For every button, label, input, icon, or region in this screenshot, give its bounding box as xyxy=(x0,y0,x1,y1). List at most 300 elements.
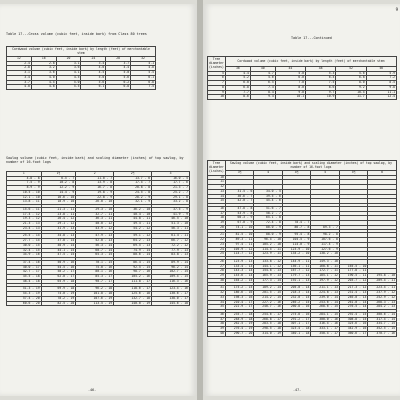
left-sawlog-cell: 18.9 - 10 xyxy=(41,200,76,205)
right-sawlog-cell: 39 xyxy=(208,327,226,332)
left-sawlog-cell: 25.2 - 7 xyxy=(152,190,190,195)
left-sawlog-cell: 28.2 - 9 xyxy=(114,195,152,200)
left-sawlog-cell: 56.3 - 11 xyxy=(152,226,190,231)
right-sawlog-cell: 96.4 - 10 xyxy=(254,238,283,243)
right-cordwood-col-header: 44 xyxy=(275,67,305,72)
right-sawlog-cell: 12 xyxy=(208,185,226,190)
right-cordwood-cell: 5.9 xyxy=(366,71,396,76)
left-sawlog-cell: 140.0 - 19 xyxy=(114,301,152,306)
left-cordwood-cell: 3.7 xyxy=(106,61,131,66)
right-sawlog-cell: 201.5 - 15 xyxy=(254,291,283,296)
left-cordwood-col-header: 16 xyxy=(31,57,56,62)
right-sawlog-cell: 51.6 - 7 xyxy=(254,206,283,211)
right-sawlog-cell: 224.8 - 13 xyxy=(311,291,340,296)
left-cordwood-cell: 5.5 xyxy=(56,85,81,90)
left-sawlog-cell: 74.9 - 14 xyxy=(114,248,152,253)
right-sawlog-cell: 316.4 - 16 xyxy=(311,322,340,327)
left-sawlog-cell: 17.7 - 6 xyxy=(152,181,190,186)
left-cordwood-cell: 4.8 xyxy=(31,85,56,90)
right-sawlog-cell: 185.1 - 12 xyxy=(311,274,340,279)
left-sawlog-cell: 75.0 - 16 xyxy=(76,265,114,270)
right-sawlog-cell: 284.2 - 13 xyxy=(368,305,397,310)
left-sawlog-cell: 123.4 - 16 xyxy=(152,287,190,292)
left-cordwood-cell: 4.8 xyxy=(131,66,156,71)
right-sawlog-cell: 143.3 - 14 xyxy=(225,269,254,274)
left-page xyxy=(0,4,197,396)
left-sawlog-cell: 74.0 - 19 xyxy=(41,292,76,297)
right-sawlog-cell: 114.7 - 12 xyxy=(225,252,254,257)
left-cordwood-cell: 4.0 xyxy=(31,75,56,80)
right-sawlog-cell: 197.9 - 12 xyxy=(311,278,340,283)
left-sawlog-cell: 78.2 - 19 xyxy=(41,296,76,301)
right-sawlog-cell: 186.6 - 16 xyxy=(225,291,254,296)
left-sawlog-cell: 41.9 - 9 xyxy=(152,212,190,217)
left-sawlog-cell: 50.9 - 16 xyxy=(41,260,76,265)
right-sawlog-row xyxy=(208,331,397,336)
left-cordwood-group-header: Cordwood volume (cubic feet, inside bark) by length (feet) of merchantable stem xyxy=(7,47,156,57)
left-cordwood-cell: 7.5 xyxy=(131,85,156,90)
right-sawlog-cell: 36.6 - 7 xyxy=(225,194,254,199)
right-sawlog-cell: 80.0 - 9 xyxy=(254,225,283,230)
left-sawlog-cell: 22.8 - 9 xyxy=(76,195,114,200)
left-sawlog-cell: 118.6 - 17 xyxy=(114,287,152,292)
right-cordwood-cell: 6.0 xyxy=(275,76,305,81)
left-sawlog-cell: 82.5 - 20 xyxy=(41,301,76,306)
right-sawlog-cell: 350.4 - 17 xyxy=(311,331,340,336)
left-sawlog-cell: 42.7 - 17 xyxy=(7,270,42,275)
right-sawlog-cell: 218.3 - 14 xyxy=(282,291,311,296)
left-cordwood-cell: 3.7 xyxy=(7,80,32,85)
left-cordwood-cell: 3.2 xyxy=(31,66,56,71)
left-sawlog-cell: 12.2 - 9 xyxy=(41,186,76,191)
right-sawlog-cell: 72.4 - 8 xyxy=(254,221,283,226)
right-sawlog-cell: 39.5 - 6 xyxy=(254,194,283,199)
left-cordwood-col-header: 12 xyxy=(7,57,32,62)
right-sawlog-cell: 133.4 - 13 xyxy=(225,264,254,269)
right-sawlog-cell: 246.2 - 15 xyxy=(282,300,311,305)
left-cordwood-cell: 4.1 xyxy=(131,61,156,66)
right-sawlog-cell: 17 xyxy=(208,211,226,216)
left-cordwood-cell: 6.1 xyxy=(81,85,106,90)
right-cordwood-row xyxy=(208,95,397,100)
left-sawlog-cell: 111.8 - 17 xyxy=(114,279,152,284)
left-sawlog-cell: 44.1 - 15 xyxy=(41,248,76,253)
left-cordwood-col-header: 32 xyxy=(131,57,156,62)
left-sawlog-cell: 116.3 - 16 xyxy=(152,279,190,284)
right-cordwood-cell: 5 xyxy=(208,71,226,76)
right-cordwood-cell: 12.4 xyxy=(366,95,396,100)
right-sawlog-cell: 16 xyxy=(208,206,226,211)
left-sawlog-cell: 54.3 - 19 xyxy=(7,292,42,297)
right-sawlog-cell: 352.5 - 15 xyxy=(368,327,397,332)
right-sawlog-cell: 34 xyxy=(208,300,226,305)
right-sawlog-cell: 53.9 - 8 xyxy=(225,211,254,216)
right-cordwood-cell: 9 xyxy=(208,90,226,95)
right-sawlog-cell: 189.2 - 14 xyxy=(254,286,283,291)
right-sawlog-cell: 40 xyxy=(208,331,226,336)
left-sawlog-cell: 85.3 - 17 xyxy=(76,275,114,280)
right-cordwood-col-header: 40 xyxy=(250,67,275,72)
left-sawlog-cell: 17.4 - 12 xyxy=(7,212,42,217)
right-cordwood-cell: 5.6 xyxy=(336,71,366,76)
right-sawlog-cell: 195.8 - 10 xyxy=(368,274,397,279)
left-cordwood-cell: 5.6 xyxy=(81,80,106,85)
right-sawlog-cell: 165.5 - 10 xyxy=(339,264,368,269)
right-sawlog-cell: 20 xyxy=(208,225,226,230)
left-sawlog-cell: 45.5 - 18 xyxy=(7,275,42,280)
left-sawlog-col-header: 1½ xyxy=(41,172,76,177)
left-sawlog-cell: 10.2 - 8 xyxy=(41,181,76,186)
right-sawlog-cell: 24 xyxy=(208,247,226,252)
left-cordwood-cell: 5.6 xyxy=(106,75,131,80)
right-sawlog-cell: 27 xyxy=(208,264,226,269)
right-cordwood-cell: 11.1 xyxy=(366,90,396,95)
left-sawlog-cell: 30.0 - 15 xyxy=(7,243,42,248)
right-sawlog-group-header: Sawlog volume (cubic feet, inside bark) and scaling diameter (inches) of top sawlog, by number of 16-foot logs xyxy=(225,161,396,171)
right-sawlog-cell: 154.8 - 13 xyxy=(254,269,283,274)
left-sawlog-cell: 96.2 - 18 xyxy=(76,287,114,292)
right-cordwood-cell: 8 xyxy=(208,85,226,90)
right-sawlog-cell: 65.1 - 8 xyxy=(254,216,283,221)
right-sawlog-cell: 18 xyxy=(208,216,226,221)
right-cordwood-cell: 7.7 xyxy=(225,90,250,95)
left-cordwood-cell: 4.4 xyxy=(106,66,131,71)
right-sawlog-cell: 340.1 - 18 xyxy=(282,331,311,336)
right-sawlog-cell: 253.6 - 14 xyxy=(311,300,340,305)
left-sawlog-cell: 107.6 - 19 xyxy=(76,296,114,301)
right-sawlog-cell: 325.6 - 16 xyxy=(339,322,368,327)
left-sawlog-cell: 37.8 - 14 xyxy=(41,239,76,244)
right-sawlog-cell: 23 xyxy=(208,242,226,247)
left-sawlog-cell: 14.4 - 9 xyxy=(41,190,76,195)
right-sawlog-cell: 35 xyxy=(208,305,226,310)
left-sawlog-cell: 109.4 - 15 xyxy=(152,275,190,280)
left-sawlog-cell: 132.7 - 18 xyxy=(114,296,152,301)
left-sawlog-cell: 40.0 - 12 xyxy=(76,222,114,227)
left-sawlog-cell: 62.0 - 17 xyxy=(41,275,76,280)
left-sawlog-cell: 80.1 - 16 xyxy=(76,270,114,275)
left-sawlog-cell: 102.7 - 15 xyxy=(152,270,190,275)
right-sawlog-cell: 37 xyxy=(208,317,226,322)
left-cordwood-cell: 4.5 xyxy=(56,75,81,80)
left-sawlog-cell: 27.7 - 14 xyxy=(7,239,42,244)
right-cordwood-cell: 5.2 xyxy=(225,76,250,81)
right-sawlog-cell: 260.8 - 16 xyxy=(282,305,311,310)
right-sawlog-cell: 268.3 - 13 xyxy=(368,300,397,305)
right-sawlog-cell: 123.9 - 11 xyxy=(254,252,283,257)
left-sawlog-cell: 105.2 - 16 xyxy=(114,275,152,280)
left-cordwood-cell: 6.8 xyxy=(131,80,156,85)
left-sawlog-cell: 10.5 - 10 xyxy=(7,190,42,195)
left-cordwood-cell: 4.4 xyxy=(31,80,56,85)
right-sawlog-cell: 42.0 - 7 xyxy=(225,199,254,204)
right-sawlog-cell: 47.8 - 8 xyxy=(225,206,254,211)
right-sawlog-cell: 262.5 - 19 xyxy=(225,322,254,327)
left-cordwood-cell: 4.0 xyxy=(7,85,32,90)
right-sawlog-cell: 276.4 - 19 xyxy=(225,327,254,332)
right-sawlog-cell: 123.9 - 13 xyxy=(225,259,254,264)
right-sawlog-cell: 10 xyxy=(208,175,226,180)
right-cordwood-table xyxy=(207,56,397,100)
right-sawlog-cell: 291.2 - 17 xyxy=(282,317,311,322)
left-cordwood-cell: 4.5 xyxy=(81,71,106,76)
left-sawlog-cell: 19.8 - 9 xyxy=(76,190,114,195)
left-cordwood-col-header: 28 xyxy=(106,57,131,62)
left-cordwood-col-header: 20 xyxy=(56,57,81,62)
right-sawlog-cell: 246.0 - 13 xyxy=(339,295,368,300)
right-sawlog-cell: 308.8 - 15 xyxy=(339,317,368,322)
right-sawlog-cell: 29 xyxy=(208,274,226,279)
left-sawlog-cell: 54.2 - 12 xyxy=(114,226,152,231)
right-sawlog-cell: 114.4 - 11 xyxy=(254,247,283,252)
right-cordwood-cell: 6.8 xyxy=(225,85,250,90)
right-sawlog-cell: 307.1 - 17 xyxy=(282,322,311,327)
right-sawlog-cell: 300.0 - 16 xyxy=(311,317,340,322)
right-sawlog-cell: 123.9 - 10 xyxy=(282,247,311,252)
left-sawlog-cell: 20.8 - 8 xyxy=(114,186,152,191)
right-cordwood-cell: 9.2 xyxy=(336,85,366,90)
right-sawlog-cell: 81.5 - 10 xyxy=(225,233,254,238)
left-sawlog-cell: 29.1 - 12 xyxy=(41,222,76,227)
left-sawlog-cell: 125.6 - 18 xyxy=(114,292,152,297)
right-cordwood-cell: 8.6 xyxy=(225,95,250,100)
right-sawlog-cell: 88.0 - 9 xyxy=(254,233,283,238)
right-sawlog-cell: 138.2 - 10 xyxy=(311,252,340,257)
right-sawlog-cell: 172.7 - 11 xyxy=(311,269,340,274)
right-sawlog-cell: 292.4 - 15 xyxy=(339,312,368,317)
left-sawlog-row xyxy=(7,301,190,306)
left-cordwood-cell: 3.6 xyxy=(56,66,81,71)
left-sawlog-cell: 80.6 - 14 xyxy=(114,253,152,258)
right-bottom-stub-header: Tree diameter (inches) xyxy=(208,161,226,176)
left-sawlog-cell: 34.8 - 13 xyxy=(41,234,76,239)
right-sawlog-cell: 275.8 - 16 xyxy=(282,312,311,317)
left-sawlog-cell: 23.4 - 13 xyxy=(7,226,42,231)
right-sawlog-cell: 317.4 - 14 xyxy=(368,317,397,322)
left-sawlog-cell: 113.5 - 19 xyxy=(76,301,114,306)
left-sawlog-cell: 15.6 - 11 xyxy=(7,207,42,212)
left-sawlog-cell: 13.7 - 6 xyxy=(114,176,152,181)
right-sawlog-cell: 239.0 - 14 xyxy=(311,295,340,300)
right-sawlog-cell: 177.3 - 14 xyxy=(254,278,283,283)
right-sawlog-cell: 165.9 - 13 xyxy=(254,274,283,279)
left-sawlog-cell: 51.3 - 10 xyxy=(152,222,190,227)
right-sawlog-cell: 36 xyxy=(208,312,226,317)
right-cordwood-cell: 6.5 xyxy=(250,81,275,86)
left-sawlog-caption: Sawlog volume (cubic feet, inside bark) and scaling diameter (inches) of top sawlog, by number of 16-foot logs xyxy=(6,156,184,165)
right-sawlog-cell: 203.7 - 12 xyxy=(339,278,368,283)
right-sawlog-cell: 360.6 - 17 xyxy=(339,331,368,336)
left-sawlog-cell: 60.6 - 20 xyxy=(7,301,42,306)
left-sawlog-cell: 16.7 - 8 xyxy=(76,186,114,191)
right-sawlog-cell: 34.0 - 5 xyxy=(254,189,283,194)
left-sawlog-cell: 37.4 - 16 xyxy=(7,260,42,265)
right-cordwood-cell: 10.9 xyxy=(306,95,336,100)
left-sawlog-cell: 4.8 - 8 xyxy=(7,176,42,181)
left-sawlog-cell: 145.6 - 18 xyxy=(152,301,190,306)
left-sawlog-cell: 51.3 - 19 xyxy=(7,287,42,292)
left-sawlog-cell: 31.9 - 13 xyxy=(41,226,76,231)
left-sawlog-cell: 64.2 - 13 xyxy=(114,239,152,244)
left-sawlog-cell: 65.3 - 15 xyxy=(76,253,114,258)
left-cordwood-cell: 5.5 xyxy=(131,71,156,76)
left-sawlog-cell: 6.5 - 7 xyxy=(41,176,76,181)
right-sawlog-col-header: 5 xyxy=(311,171,340,176)
right-cordwood-cell: 8.4 xyxy=(250,90,275,95)
right-sawlog-cell: 190.5 - 11 xyxy=(339,274,368,279)
right-sawlog-cell: 33 xyxy=(208,295,226,300)
left-sawlog-cell: 36.3 - 11 xyxy=(76,217,114,222)
left-sawlog-cell: 44.8 - 11 xyxy=(114,217,152,222)
right-sawlog-cell: 298.5 - 18 xyxy=(254,327,283,332)
left-table-caption: Table 17.--Gross volume (cubic feet, inside bark) from Class 80 trees xyxy=(6,32,147,36)
right-sawlog-cell: 114.0 - 9 xyxy=(282,242,311,247)
left-cordwood-cell: 6.8 xyxy=(106,85,131,90)
right-sawlog-cell: 78.4 - 7 xyxy=(282,221,311,226)
right-sawlog-cell: 217.3 - 12 xyxy=(339,286,368,291)
right-sawlog-cell: 209.4 - 11 xyxy=(368,278,397,283)
right-sawlog-cell: 240.7 - 16 xyxy=(254,305,283,310)
left-sawlog-cell: 48.4 - 18 xyxy=(7,279,42,284)
right-sawlog-cell: 214.2 - 15 xyxy=(254,295,283,300)
right-cordwood-cell: 7.4 xyxy=(250,85,275,90)
left-sawlog-cell: 101.8 - 18 xyxy=(76,292,114,297)
right-sawlog-cell: 261.0 - 14 xyxy=(339,300,368,305)
left-sawlog-cell: 11.0 - 7 xyxy=(76,176,114,181)
left-cordwood-cell: 3.1 xyxy=(56,61,81,66)
right-sawlog-cell: 60.3 - 9 xyxy=(225,216,254,221)
left-cordwood-cell: 4.1 xyxy=(56,71,81,76)
left-sawlog-cell: 40.0 - 17 xyxy=(7,265,42,270)
right-sawlog-cell: 222.9 - 17 xyxy=(225,305,254,310)
right-sawlog-cell: 314.0 - 19 xyxy=(254,331,283,336)
right-sawlog-cell: 276.5 - 14 xyxy=(339,305,368,310)
right-cordwood-cell: 11.7 xyxy=(336,95,366,100)
right-cordwood-cell: 6.0 xyxy=(225,81,250,86)
left-sawlog-cell: 34.9 - 16 xyxy=(7,253,42,258)
right-sawlog-cell: 15 xyxy=(208,199,226,204)
right-cordwood-col-header: 36 xyxy=(225,67,250,72)
right-table-caption: Table 17.--Continued xyxy=(291,36,332,40)
right-sawlog-cell: 254.6 - 17 xyxy=(254,312,283,317)
right-sawlog-cell: 283.5 - 18 xyxy=(254,322,283,327)
left-sawlog-cell: 43.9 - 12 xyxy=(76,226,114,231)
right-sawlog-cell: 25 xyxy=(208,252,226,257)
right-sawlog-cell: 342.9 - 16 xyxy=(339,327,368,332)
right-sawlog-cell: 32 xyxy=(208,291,226,296)
right-sawlog-cell: 67.0 - 9 xyxy=(225,221,254,226)
right-sawlog-cell: 323.4 - 18 xyxy=(282,327,311,332)
right-cordwood-cell: 10 xyxy=(208,95,226,100)
left-sawlog-col-header: 2 xyxy=(76,172,114,177)
right-sawlog-cell: 334.7 - 15 xyxy=(368,322,397,327)
left-sawlog-cell: 40.9 - 14 xyxy=(41,243,76,248)
left-sawlog-cell: 12.1 - 10 xyxy=(7,195,42,200)
right-sawlog-cell: 13 xyxy=(208,189,226,194)
left-sawlog-cell: 60.7 - 14 xyxy=(76,248,114,253)
right-cordwood-cell: 8.5 xyxy=(366,81,396,86)
right-sawlog-cell: 11 xyxy=(208,180,226,185)
left-cordwood-cell: 5.0 xyxy=(81,75,106,80)
right-cordwood-col-header: 48 xyxy=(306,67,336,72)
right-cordwood-group-header: Cordwood volume (cubic feet, inside bark) by length (feet) of merchantable stem xyxy=(225,57,396,67)
right-sawlog-cell: 133.8 - 12 xyxy=(254,259,283,264)
left-sawlog-cell: 33.2 - 8 xyxy=(152,200,190,205)
left-sawlog-cell: 13.8 - 11 xyxy=(7,200,42,205)
left-sawlog-col-header: 3 xyxy=(152,172,190,177)
left-sawlog-cell: 77.9 - 13 xyxy=(152,248,190,253)
left-sawlog-cell: 86.4 - 15 xyxy=(114,260,152,265)
left-sawlog-cell: 32.4 - 15 xyxy=(7,248,42,253)
left-sawlog-cell: 83.8 - 13 xyxy=(152,253,190,258)
right-sawlog-cell: 160.8 - 11 xyxy=(311,264,340,269)
left-sawlog-cell: 65.9 - 18 xyxy=(41,279,76,284)
right-sawlog-cell: 117.4 - 9 xyxy=(311,242,340,247)
right-sawlog-col-header: 6 xyxy=(368,171,397,176)
right-cordwood-cell: 9.4 xyxy=(250,95,275,100)
right-sawlog-cell: 149.3 - 10 xyxy=(311,259,340,264)
right-sawlog-cell: 179.7 - 13 xyxy=(282,274,311,279)
right-cordwood-cell: 6 xyxy=(208,76,226,81)
left-sawlog-cell: 19.3 - 12 xyxy=(7,217,42,222)
left-sawlog-cell: 13.9 - 8 xyxy=(76,181,114,186)
right-sawlog-cell: 252.9 - 12 xyxy=(368,295,397,300)
left-sawlog-table xyxy=(6,171,190,306)
left-sawlog-cell: 26.4 - 12 xyxy=(41,217,76,222)
left-sawlog-cell: 24.5 - 8 xyxy=(114,190,152,195)
right-sawlog-cell: 237.9 - 12 xyxy=(368,291,397,296)
right-sawlog-col-header: 4 xyxy=(254,171,283,176)
left-sawlog-cell: 130.6 - 17 xyxy=(152,292,190,297)
right-sawlog-table xyxy=(207,160,397,337)
left-cordwood-cell: 3.4 xyxy=(7,75,32,80)
left-sawlog-cell: 58.2 - 17 xyxy=(41,270,76,275)
right-sawlog-cell: 21 xyxy=(208,233,226,238)
left-sawlog-cell: 25.5 - 14 xyxy=(7,234,42,239)
left-cordwood-cell: 2.8 xyxy=(7,66,32,71)
right-cordwood-cell: 9.8 xyxy=(366,85,396,90)
left-sawlog-cell: 29.1 - 8 xyxy=(152,195,190,200)
right-cordwood-cell: 7.5 xyxy=(306,81,336,86)
right-sawlog-cell: 333.1 - 17 xyxy=(311,327,340,332)
left-sawlog-cell: 61.4 - 11 xyxy=(152,234,190,239)
right-page xyxy=(203,4,400,396)
left-sawlog-cell: 138.0 - 17 xyxy=(152,296,190,301)
right-sawlog-cell: 30 xyxy=(208,278,226,283)
left-sawlog-cell: 59.1 - 12 xyxy=(114,234,152,239)
left-sawlog-col-header: 2½ xyxy=(114,172,152,177)
right-sawlog-cell: 284.1 - 15 xyxy=(311,312,340,317)
right-sawlog-cell: 58.2 - 7 xyxy=(254,211,283,216)
left-sawlog-cell: 70.1 - 15 xyxy=(76,260,114,265)
right-sawlog-cell: 192.1 - 13 xyxy=(282,278,311,283)
right-cordwood-cell: 9.0 xyxy=(275,90,305,95)
right-sawlog-cell: 45.4 - 6 xyxy=(254,199,283,204)
right-cordwood-col-header: 56 xyxy=(366,67,396,72)
right-sawlog-cell: 210.4 - 17 xyxy=(225,300,254,305)
right-sawlog-cell: 231.4 - 13 xyxy=(339,291,368,296)
left-sawlog-cell: 36.2 - 10 xyxy=(114,207,152,212)
right-sawlog-cell: 31.5 - 6 xyxy=(225,189,254,194)
right-sawlog-cell: 144.1 - 12 xyxy=(254,264,283,269)
left-sawlog-cell: 16.0 - 5 xyxy=(152,176,190,181)
left-cordwood-row xyxy=(7,85,156,90)
left-page-number: -46- xyxy=(88,388,97,392)
right-sawlog-cell: 19 xyxy=(208,221,226,226)
right-cordwood-col-header: 52 xyxy=(336,67,366,72)
right-sawlog-cell: 104.5 - 9 xyxy=(282,238,311,243)
left-cordwood-cell: 4.0 xyxy=(81,66,106,71)
